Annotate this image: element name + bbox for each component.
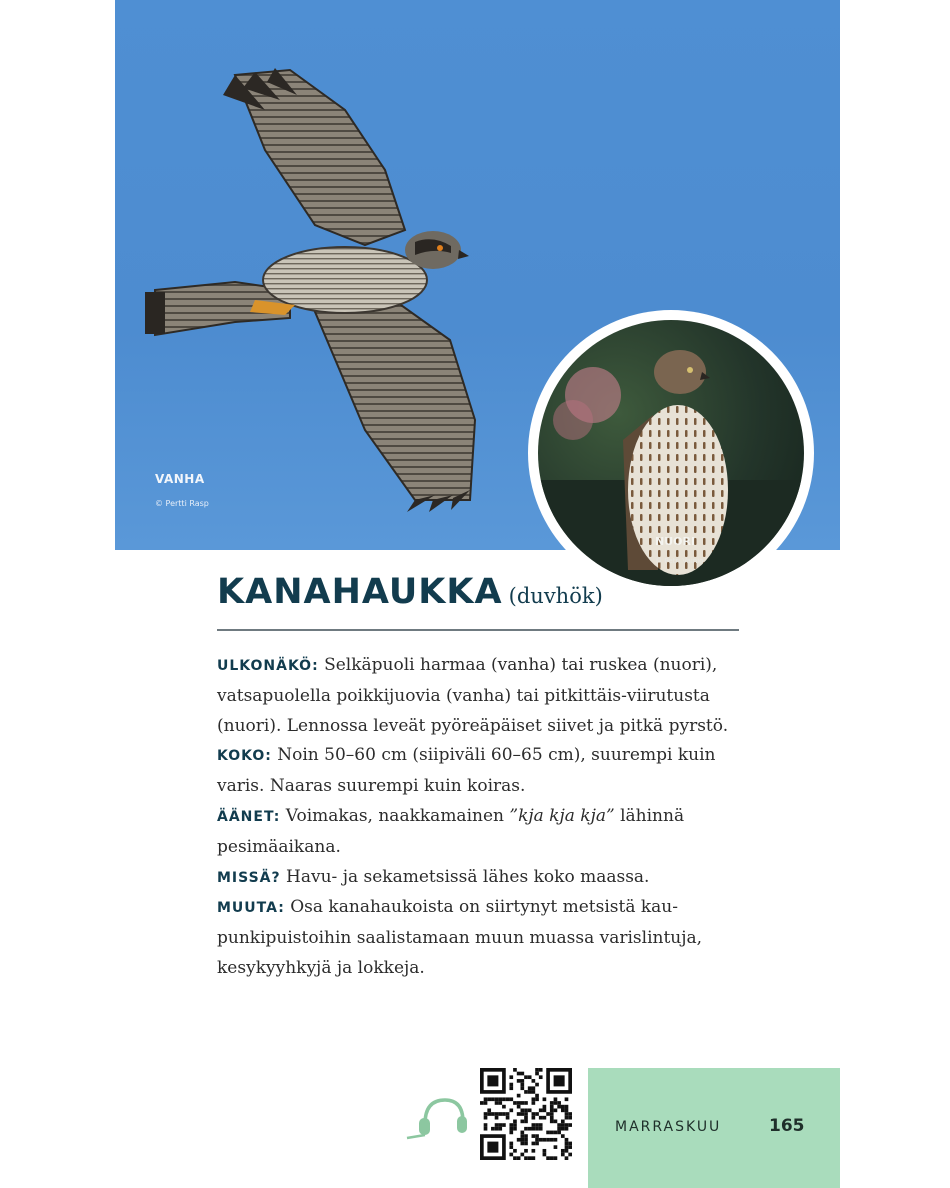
other-text: Osa kanahaukoista on siirtynyt metsistä kau-punkipuistoihin saalistamaan muun muassa varislintuja, kesykyyhkyjä ja lokkeja. bbox=[217, 897, 703, 978]
inset-photo-frame bbox=[528, 310, 814, 596]
sounds-label: ÄÄNET: bbox=[217, 808, 281, 825]
species-description bbox=[217, 651, 747, 984]
qr-code[interactable] bbox=[480, 1068, 572, 1160]
size-text: Noin 50–60 cm (siipiväli 60–65 cm), suurempi kuin varis. Naaras suurempi kuin koiras. bbox=[217, 745, 716, 797]
size-paragraph bbox=[217, 741, 747, 802]
where-text: Havu- ja sekametsissä lähes koko maassa. bbox=[280, 866, 650, 887]
inset-photo bbox=[538, 320, 804, 586]
appearance-paragraph bbox=[217, 651, 747, 741]
where-label: MISSÄ? bbox=[217, 869, 281, 886]
species-swedish-name: (duvhök) bbox=[508, 584, 603, 608]
sounds-call: ”kja kja kja” bbox=[509, 805, 615, 826]
other-paragraph bbox=[217, 893, 747, 983]
photo-caption-adult: VANHA bbox=[155, 472, 205, 486]
page-number: 165 bbox=[769, 1116, 805, 1136]
heading-divider bbox=[217, 629, 739, 631]
photo-caption-juvenile: NUORI bbox=[655, 535, 696, 548]
sounds-paragraph bbox=[217, 802, 747, 863]
species-name: KANAHAUKKA bbox=[217, 572, 503, 612]
appearance-label: ULKONÄKÖ: bbox=[217, 658, 319, 674]
where-paragraph bbox=[217, 863, 747, 894]
photo-credit-adult: © Pertti Rasp bbox=[155, 499, 209, 508]
species-heading bbox=[217, 572, 742, 612]
appearance-text: Selkäpuoli harmaa (vanha) tai ruskea (nuori), vatsapuolella poikkijuovia (vanha) tai pitkittäis-viirutusta (nuori). Lennossa leveät pyöreäpäiset siivet ja pitkä pyrstö. bbox=[217, 655, 729, 736]
footer-month-tab bbox=[588, 1068, 840, 1188]
qr-code-image[interactable] bbox=[480, 1068, 572, 1160]
sounds-text-after: lähinnä pesimäaikana. bbox=[217, 805, 685, 857]
month-label: MARRASKUU bbox=[615, 1119, 722, 1135]
sounds-text-before: Voimakas, naakkamainen bbox=[280, 805, 510, 826]
size-label: KOKO: bbox=[217, 748, 272, 765]
photo-credit-juvenile: © Petri Vainio bbox=[655, 557, 704, 565]
other-label: MUUTA: bbox=[217, 900, 285, 917]
headphones-icon bbox=[405, 1092, 467, 1142]
